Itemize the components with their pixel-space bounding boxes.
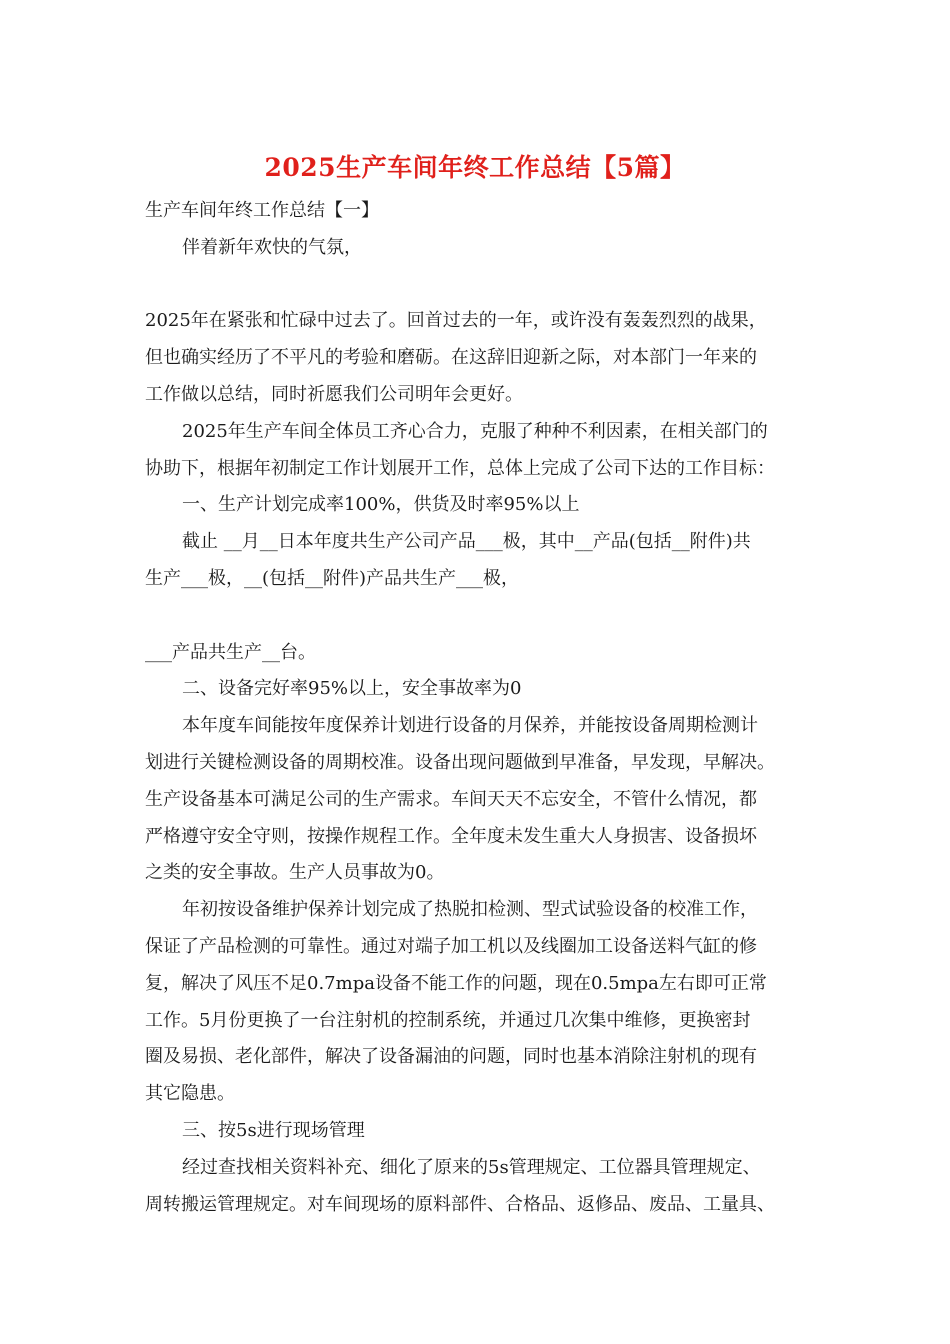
text-line: 二、设备完好率95%以上，安全事故率为0 — [182, 678, 522, 700]
document-body — [145, 193, 805, 1223]
text-line: 本年度车间能按年度保养计划进行设备的月保养，并能按设备周期检测计 — [182, 715, 758, 737]
blank-line — [145, 598, 805, 635]
text-line: 工作。5月份更换了一台注射机的控制系统，并通过几次集中维修，更换密封 — [145, 1009, 751, 1031]
blank-line — [145, 267, 805, 304]
text-line: 截止 __月__日本年度共生产公司产品___极，其中__产品(包括__附件)共 — [182, 531, 751, 553]
text-line: 生产设备基本可满足公司的生产需求。车间天天不忘安全，不管什么情况，都 — [145, 788, 757, 810]
text-line: 三、按5s进行现场管理 — [182, 1119, 365, 1141]
text-line: 一、生产计划完成率100%，供货及时率95%以上 — [182, 494, 580, 516]
text-line: 生产车间年终工作总结【一】 — [145, 200, 379, 221]
text-line: 周转搬运管理规定。对车间现场的原料部件、合格品、返修品、废品、工量具、 — [145, 1193, 775, 1215]
text-line: 伴着新年欢快的气氛， — [182, 236, 362, 258]
text-line: 划进行关键检测设备的周期校准。设备出现问题做到早准备，早发现，早解决。 — [145, 751, 775, 773]
text-line: 经过查找相关资料补充、细化了原来的5s管理规定、工位器具管理规定、 — [182, 1156, 761, 1178]
text-line: ___产品共生产__台。 — [145, 641, 316, 663]
document-title: 2025生产车间年终工作总结【5篇】 — [264, 153, 686, 182]
text-line: 但也确实经历了不平凡的考验和磨砺。在这辞旧迎新之际，对本部门一年来的 — [145, 347, 757, 369]
text-line: 生产___极，__(包括__附件)产品共生产___极， — [145, 567, 520, 589]
text-line: 2025年在紧张和忙碌中过去了。回首过去的一年，或许没有轰轰烈烈的战果， — [145, 310, 767, 332]
text-line: 保证了产品检测的可靠性。通过对端子加工机以及线圈加工设备送料气缸的修 — [145, 935, 757, 957]
text-line: 2025年生产车间全体员工齐心合力，克服了种种不利因素，在相关部门的 — [182, 420, 768, 442]
text-line: 协助下，根据年初制定工作计划展开工作，总体上完成了公司下达的工作目标： — [145, 457, 775, 479]
text-line: 其它隐患。 — [145, 1083, 235, 1105]
text-line: 年初按设备维护保养计划完成了热脱扣检测、型式试验设备的校准工作， — [182, 899, 758, 921]
text-line: 复，解决了风压不足0.7mpa设备不能工作的问题，现在0.5mpa左右即可正常 — [145, 972, 767, 994]
text-line: 之类的安全事故。生产人员事故为0。 — [145, 862, 445, 884]
text-line: 严格遵守安全守则，按操作规程工作。全年度未发生重大人身损害、设备损坏 — [145, 825, 757, 847]
text-line: 圈及易损、老化部件，解决了设备漏油的问题，同时也基本消除注射机的现有 — [145, 1046, 757, 1068]
text-line: 工作做以总结，同时祈愿我们公司明年会更好。 — [145, 383, 523, 405]
